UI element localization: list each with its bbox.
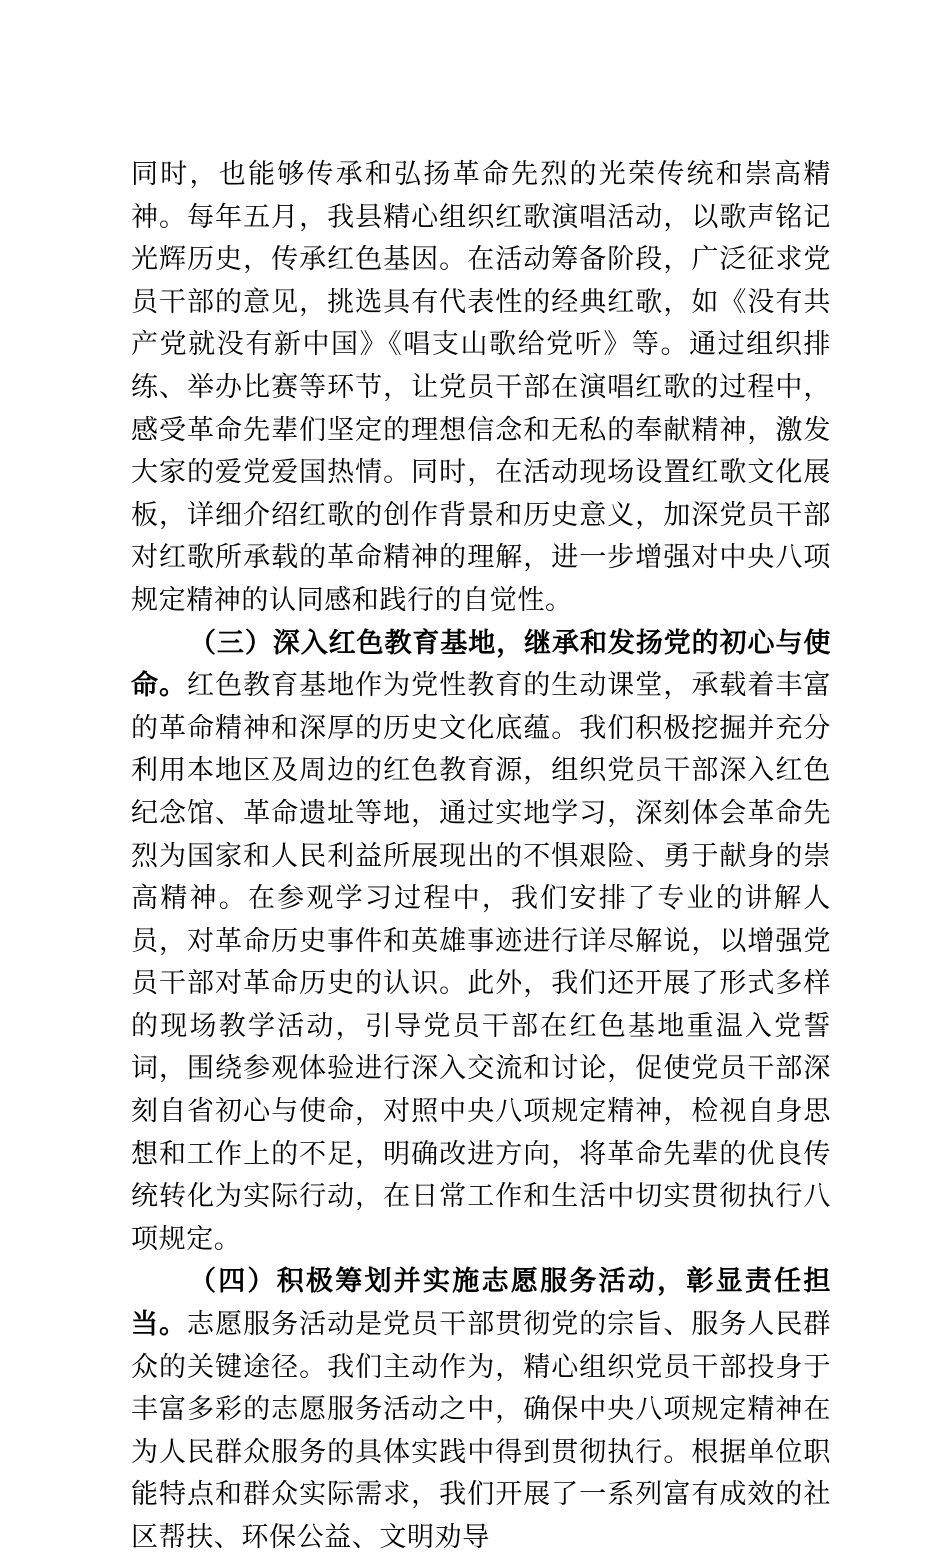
paragraph-3-text: 志愿服务活动是党员干部贯彻党的宗旨、服务人民群众的关键途径。我们主动作为，精心组织党员干部投身于丰富多彩的志愿服务活动之中，确保中央八项规定精神在为人民群众服务的具体实践中得到贯彻执行。根据单位职能特点和群众实际需求，我们开展了一系列富有成效的社区帮扶、环保公益、文明劝导 [131, 1309, 831, 1553]
document-page [131, 154, 831, 1560]
section-3-heading: （三）深入红色教育基地，继承和发扬党的初心与使命。 [131, 627, 831, 702]
section-4-heading: （四）积极筹划并实施志愿服务活动，彰显责任担当。 [131, 1266, 831, 1341]
paragraph-1 [131, 154, 831, 623]
paragraph-3 [131, 1261, 831, 1559]
paragraph-2 [131, 623, 831, 1262]
paragraph-1-text: 同时，也能够传承和弘扬革命先烈的光荣传统和崇高精神。每年五月，我县精心组织红歌演唱活动，以歌声铭记光辉历史，传承红色基因。在活动筹备阶段，广泛征求党员干部的意见，挑选具有代表性的经典红歌，如《没有共产党就没有新中国》《唱支山歌给党听》等。通过组织排练、举办比赛等环节，让党员干部在演唱红歌的过程中，感受革命先辈们坚定的理想信念和无私的奉献精神，激发大家的爱党爱国热情。同时，在活动现场设置红歌文化展板，详细介绍红歌的创作背景和历史意义，加深党员干部对红歌所承载的革命精神的理解，进一步增强对中央八项规定精神的认同感和践行的自觉性。 [131, 159, 831, 616]
paragraph-2-text: 红色教育基地作为党性教育的生动课堂，承载着丰富的革命精神和深厚的历史文化底蕴。我们积极挖掘并充分利用本地区及周边的红色教育源，组织党员干部深入红色纪念馆、革命遗址等地，通过实地学习，深刻体会革命先烈为国家和人民利益所展现出的不惧艰险、勇于献身的崇高精神。在参观学习过程中，我们安排了专业的讲解人员，对革命历史事件和英雄事迹进行详尽解说，以增强党员干部对革命历史的认识。此外，我们还开展了形式多样的现场教学活动，引导党员干部在红色基地重温入党誓词，围绕参观体验进行深入交流和讨论，促使党员干部深刻自省初心与使命，对照中央八项规定精神，检视自身思想和工作上的不足，明确改进方向，将革命先辈的优良传统转化为实际行动，在日常工作和生活中切实贯彻执行八项规定。 [131, 670, 831, 1255]
